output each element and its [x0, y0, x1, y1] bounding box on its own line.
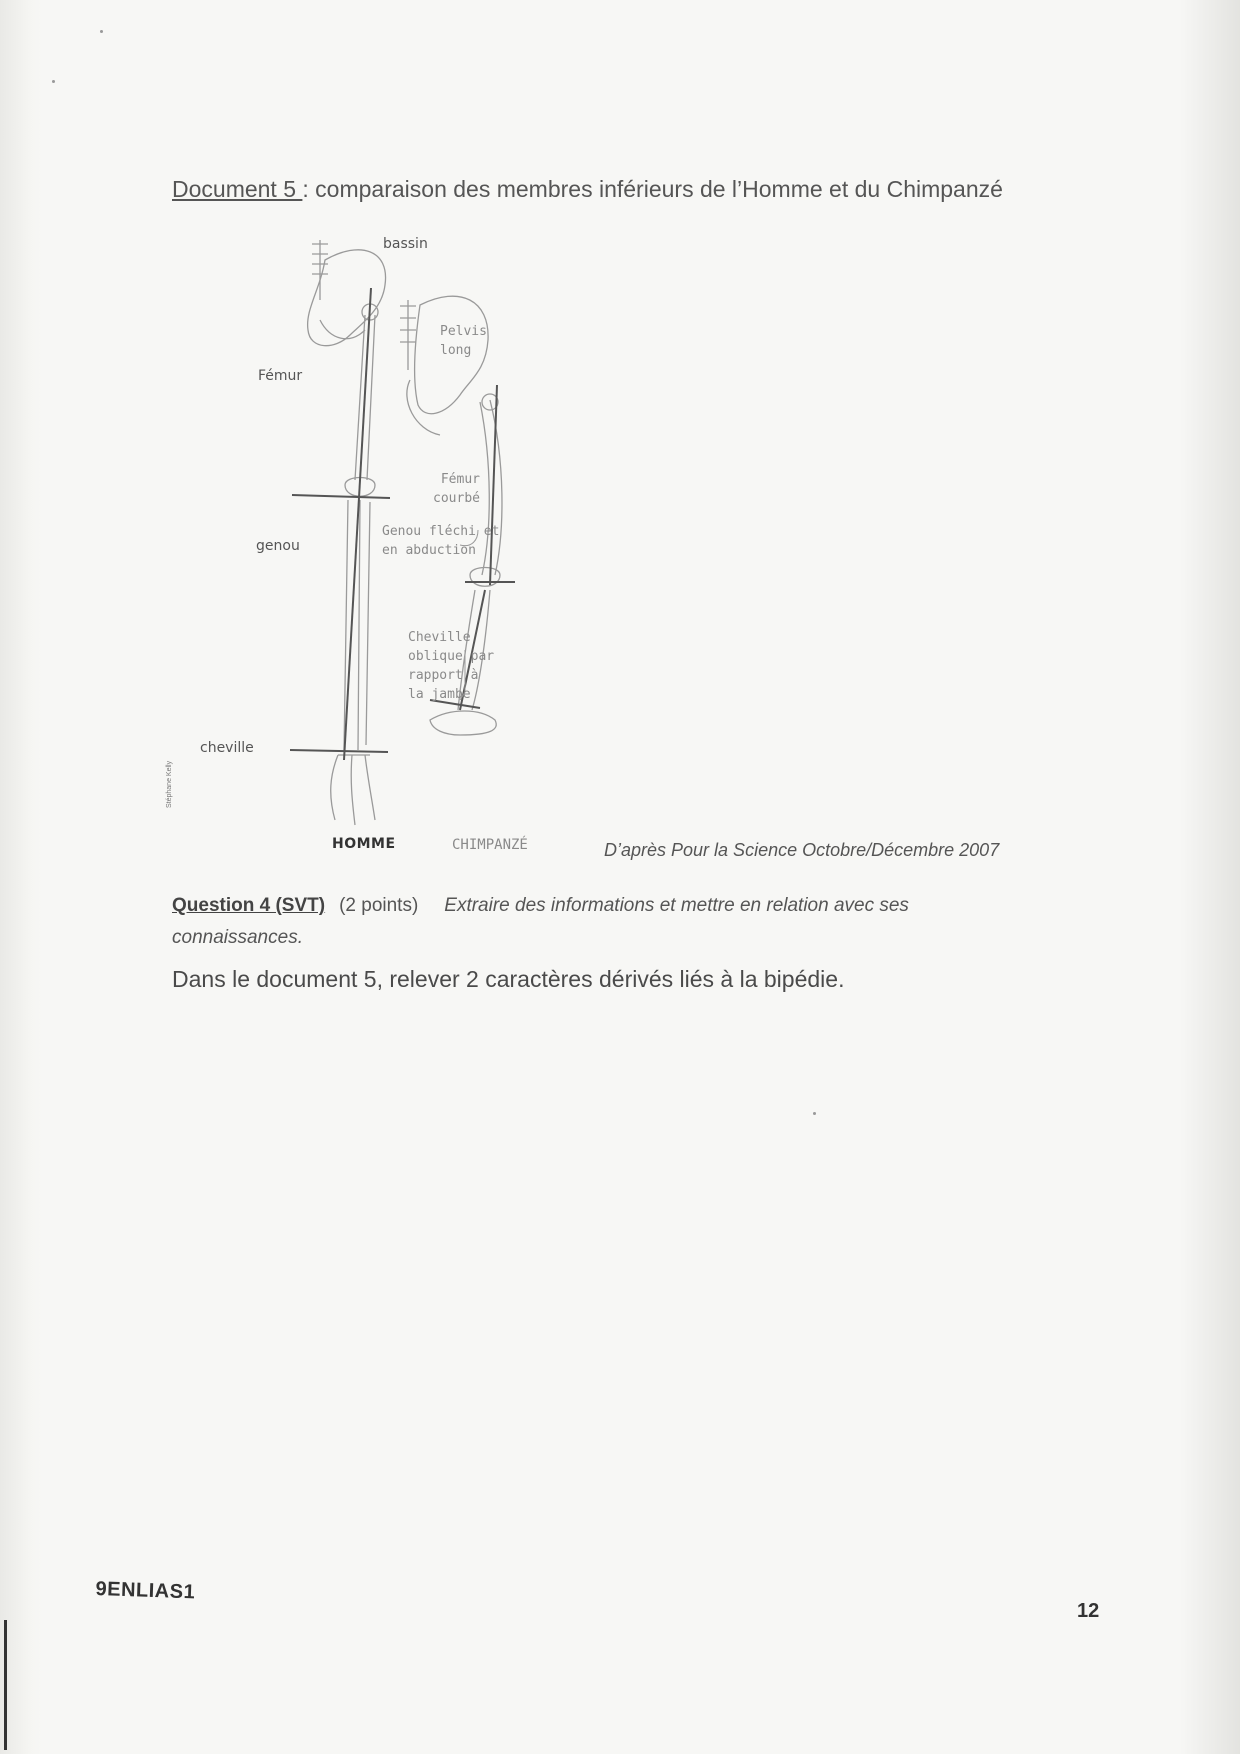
page-number: 12 — [1077, 1600, 1100, 1622]
task-text: Dans le document 5, relever 2 caractères dérivés liés à la bipédie. — [172, 966, 845, 992]
label-femur-courbe-line2: courbé — [433, 491, 480, 506]
label-cheville-oblique — [408, 628, 494, 704]
human-ankle-line — [290, 750, 388, 752]
label-cheville-oblique-line2: oblique par — [408, 649, 495, 664]
scan-edge-mark — [4, 1620, 7, 1750]
figure-source: D’après Pour la Science Octobre/Décembre 2007 — [604, 840, 1000, 860]
human-knee-line — [292, 495, 390, 498]
question-instruction-cont: connaissances. — [172, 927, 303, 948]
question-heading: Question 4 (SVT) — [172, 895, 326, 916]
chimp-foot — [430, 711, 496, 735]
document-title — [172, 176, 1003, 203]
label-pelvis-line2: long — [440, 343, 472, 358]
human-foot — [331, 755, 375, 825]
document-label: Document 5 — [172, 176, 303, 202]
human-spine — [312, 240, 328, 300]
label-genou-flechi — [382, 522, 499, 560]
label-homme: HOMME — [332, 836, 396, 852]
question-points: (2 points) — [339, 895, 419, 916]
scan-shadow-left — [0, 0, 42, 1754]
label-cheville-oblique-line1: Cheville — [408, 630, 471, 645]
label-pelvis-long — [440, 322, 487, 360]
label-genou-flechi-line1: Genou fléchi et — [382, 524, 500, 539]
label-chimpanze: CHIMPANZÉ — [452, 837, 528, 853]
scan-shadow-right — [1180, 0, 1240, 1754]
label-bassin: bassin — [383, 236, 428, 252]
scan-speck — [52, 80, 55, 83]
label-femur: Fémur — [258, 368, 303, 384]
image-credit: Stéphane Kelly — [166, 760, 173, 808]
scan-speck — [813, 1112, 816, 1115]
question-instruction: Extraire des informations et mettre en relation avec ses — [444, 895, 909, 916]
skeleton-comparison-figure — [160, 230, 600, 870]
question-block — [172, 890, 1072, 954]
label-cheville: cheville — [200, 740, 254, 756]
label-pelvis-line1: Pelvis — [440, 324, 487, 339]
scan-speck — [100, 30, 103, 33]
document-title-text: : comparaison des membres inférieurs de l’Homme et du Chimpanzé — [302, 176, 1003, 202]
exam-code: 9ENLIAS1 — [95, 1578, 196, 1604]
label-cheville-oblique-line4: la jambe — [408, 687, 471, 702]
chimp-spine — [400, 300, 416, 370]
label-femur-courbe — [430, 470, 480, 508]
skeleton-drawing — [160, 230, 600, 870]
label-genou-flechi-line2: en abduction — [382, 543, 476, 558]
label-femur-courbe-line1: Fémur — [440, 472, 480, 487]
label-genou: genou — [256, 538, 300, 554]
label-cheville-oblique-line3: rapport à — [408, 668, 479, 683]
